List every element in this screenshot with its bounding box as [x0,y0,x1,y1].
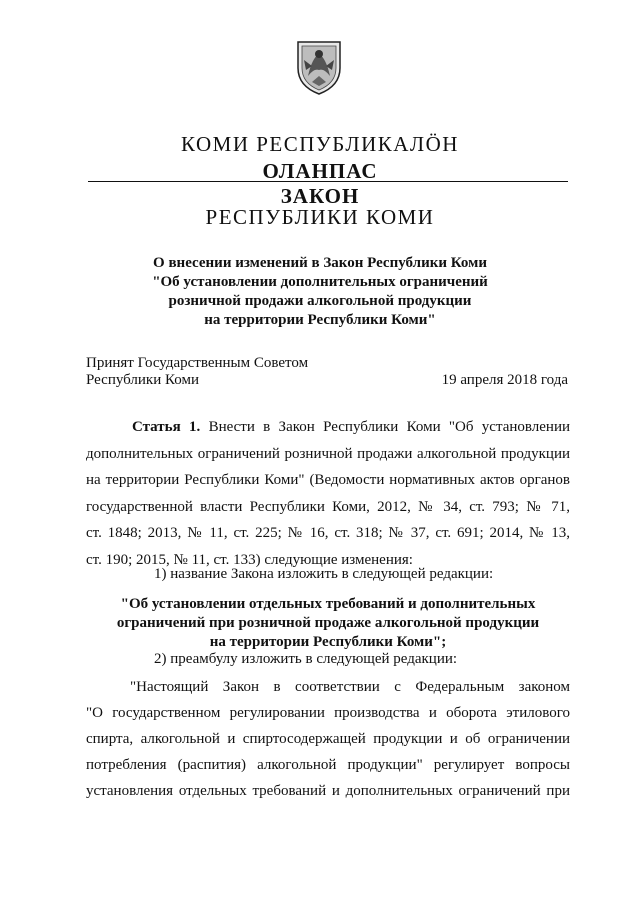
preamble-line: потребления (распития) алкогольной продукции" регулирует вопросы [86,757,570,773]
new-title-line: на территории Республики Коми"; [209,634,447,650]
new-title-line: ограничений при розничной продаже алкогольной продукции [116,615,540,631]
item-2: 2) преамбулу изложить в следующей редакции: [154,651,458,667]
article-1-line: государственной власти Республики Коми, 2012, № 34, ст. 793; № 71, [86,498,570,515]
header-line-2: ОЛАНПАС [262,159,378,183]
adoption-line-1: Принят Государственным Советом [86,355,309,371]
adoption-date: 19 апреля 2018 года [441,372,568,388]
article-1-line: на территории Республики Коми" (Ведомости нормативных актов органов [86,472,570,488]
preamble-line: "Настоящий Закон в соответствии с Федеральным законом [130,679,570,695]
law-title-line: на территории Республики Коми" [204,312,436,328]
header-line-3: ЗАКОН [280,184,360,208]
coat-of-arms-icon [290,38,348,96]
article-1-line: дополнительных ограничений розничной продажи алкогольной продукции [86,445,570,462]
article-label: Статья 1. [132,419,201,435]
preamble-line: спирта, алкогольной и спиртосодержащей продукции и об ограничении [86,731,570,747]
law-title [0,254,640,330]
header-line-1: КОМИ РЕСПУБЛИКАЛӦН [181,132,459,156]
law-title-line: розничной продажи алкогольной продукции [168,293,472,309]
article-1-line: ст. 190; 2015, № 11, ст. 133) следующие изменения: [86,551,413,568]
preamble-paragraph [86,674,570,804]
law-title-line: "Об установлении дополнительных ограничений [152,274,488,290]
law-title-line: О внесении изменений в Закон Республики Коми [153,255,487,271]
new-title-block [86,595,570,652]
header-divider [88,181,568,182]
adoption-info [86,355,308,389]
article-1-paragraph [86,414,570,573]
header-line-4: РЕСПУБЛИКИ КОМИ [205,205,435,229]
adoption-line-2: Республики Коми [86,372,199,388]
preamble-line: установления отдельных требований и дополнительных ограничений при [86,783,570,799]
new-title-line: "Об установлении отдельных требований и дополнительных [120,596,536,612]
article-1-line: ст. 1848; 2013, № 11, ст. 225; № 16, ст. 318; № 37, ст. 691; 2014, № 13, [86,525,570,541]
preamble-line: "О государственном регулировании производства и оборота этилового [86,705,570,721]
item-1: 1) название Закона изложить в следующей редакции: [154,566,494,582]
article-1-line: Статья 1. Внести в Закон Республики Коми "Об установлении [132,419,571,435]
